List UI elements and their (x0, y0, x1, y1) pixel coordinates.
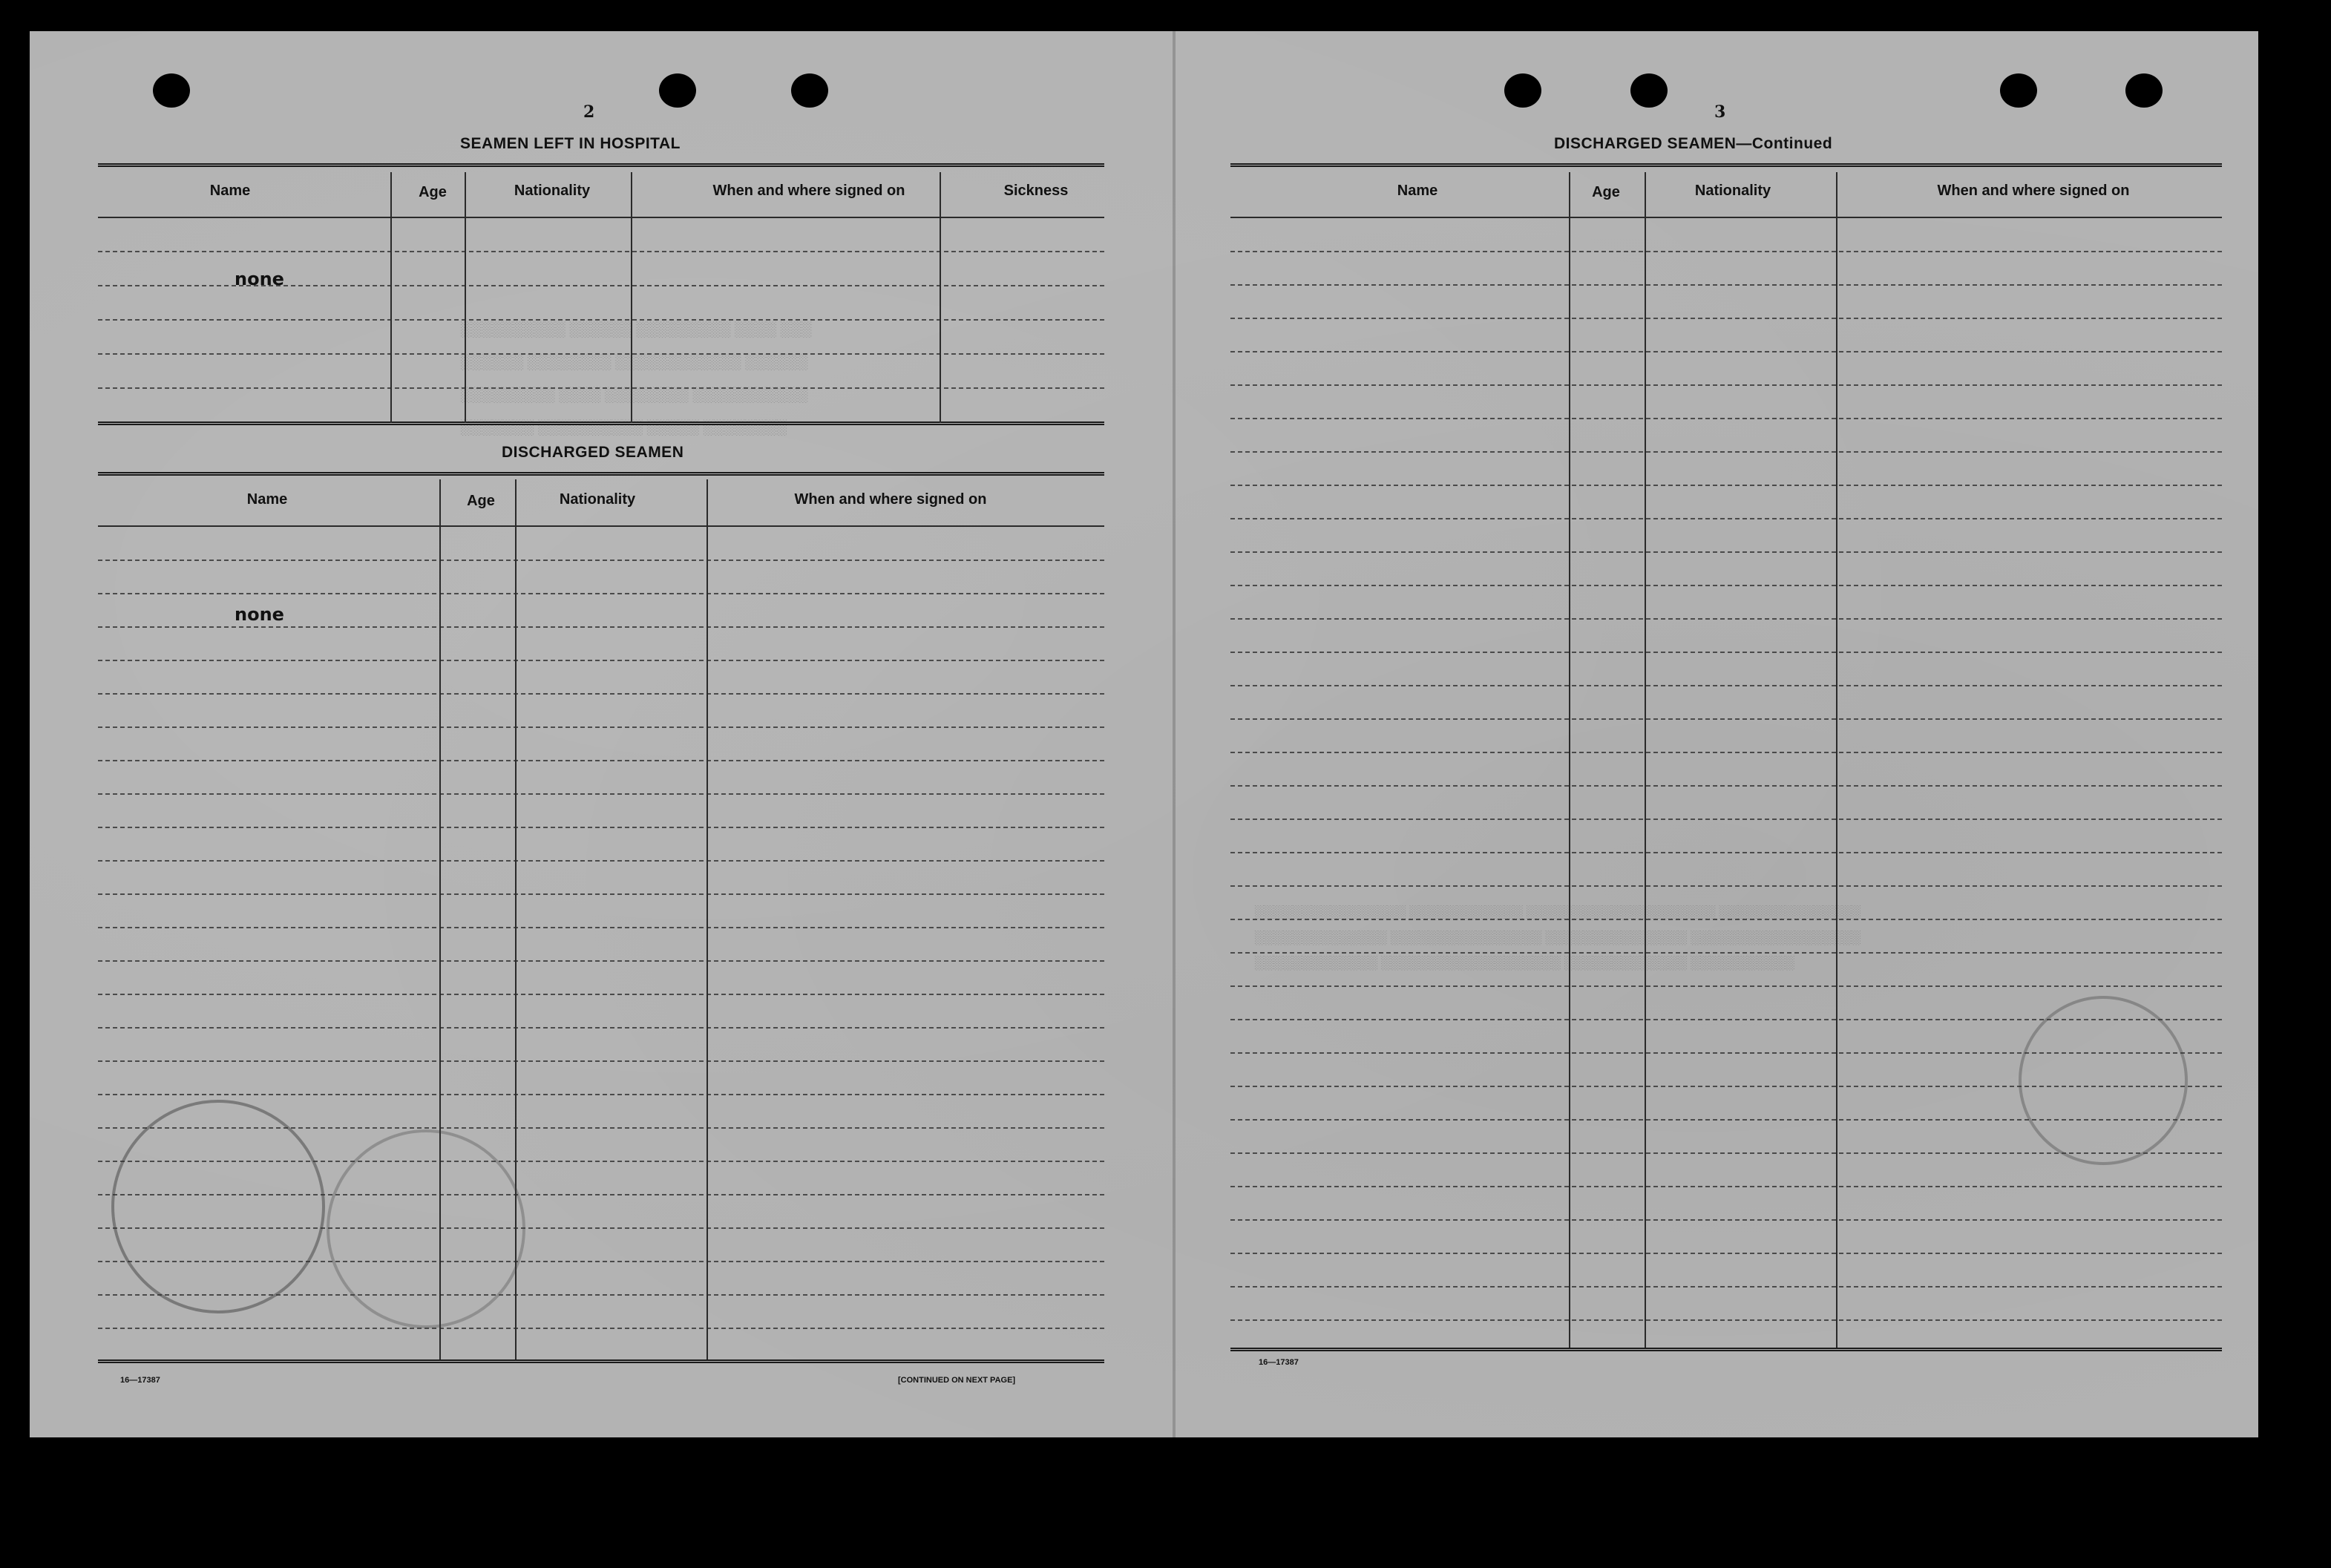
row-line (98, 251, 1104, 252)
row-line (1230, 985, 2222, 987)
right-table-top-rule (1230, 163, 2222, 167)
row-line (98, 1094, 1104, 1095)
hospital-col-name: Name (209, 183, 251, 199)
discharged-entry-none: none (235, 604, 284, 625)
row-line (1230, 718, 2222, 720)
row-line (1230, 685, 2222, 686)
discharged-col-name: Name (246, 491, 288, 508)
row-line (1230, 1253, 2222, 1254)
punch-hole (1504, 73, 1541, 108)
row-line (98, 893, 1104, 895)
row-line (1230, 1319, 2222, 1321)
row-line (1230, 418, 2222, 419)
page-fold (1173, 31, 1176, 1437)
right-col-divider (1569, 172, 1570, 1348)
form-number-left: 16—17387 (120, 1376, 160, 1385)
page-number-left: 2 (583, 102, 595, 122)
form-number-right: 16—17387 (1259, 1358, 1299, 1367)
row-line (98, 1027, 1104, 1029)
bleed-through-text: ░░░░░░░░░░░░░░░░ ░░░░░░░░░░░░ ░░░░░░░░░░░░░░░░░░░░ ░░░░░░░░░░░░░░░ ░░░░░░░░░░░░░░ ░░░░░░░░░░░░░░░░ ░░░░░░░░░░░░░░░ ░░░░░░░░░░░░░░░░░░ ░░░░░░░░░░░░░ ░░░░░░░░░░░░░░░░░░░ ░░░░░░░░░░░░░ ░░░░░░░░░░░ (1254, 905, 1860, 970)
row-line (1230, 318, 2222, 319)
punch-hole (791, 73, 828, 108)
right-col-name: Name (1397, 183, 1438, 199)
row-line (98, 593, 1104, 594)
right-title-suffix: —Continued (1736, 135, 1833, 152)
hospital-col-signed-on: When and where signed on (712, 183, 905, 199)
row-line (1230, 752, 2222, 753)
row-line (1230, 852, 2222, 853)
row-line (1230, 1286, 2222, 1287)
bleed-through-text: ░░░░░░░░░░ ░░░░░░ ░░░░░░░░░ ░░░░ ░░░ ░░░░░░ ░░░░░░░░ ░░░░░░░░░░░░ ░░░░░░ ░░░░░░░░░ ░░░░ ░░░░░░░░ ░░░░░░░░░░░ ░░░░░░░ ░░░░░░░░░░ ░░░░░ ░░░░░░░░ (460, 321, 812, 436)
row-line (1230, 819, 2222, 820)
row-line (1230, 251, 2222, 252)
row-line (1230, 551, 2222, 553)
row-line (98, 994, 1104, 995)
row-line (98, 319, 1104, 321)
row-line (1230, 1186, 2222, 1187)
hospital-section-title: SEAMEN LEFT IN HOSPITAL (460, 135, 681, 152)
row-line (98, 726, 1104, 728)
row-line (1230, 919, 2222, 920)
row-line (98, 1060, 1104, 1062)
right-col-divider (1836, 172, 1837, 1348)
right-header-rule (1230, 217, 2222, 218)
discharged-table-bottom-rule (98, 1359, 1104, 1363)
row-line (98, 693, 1104, 695)
circular-stamp (111, 1100, 325, 1313)
circular-stamp (2019, 996, 2188, 1165)
hospital-col-sickness: Sickness (1003, 183, 1069, 199)
hospital-col-divider (390, 172, 392, 423)
right-col-nationality: Nationality (1694, 183, 1771, 199)
hospital-col-divider (940, 172, 941, 423)
row-line (1230, 885, 2222, 887)
row-line (1230, 785, 2222, 787)
row-line (98, 827, 1104, 828)
discharged-col-signed-on: When and where signed on (794, 491, 987, 508)
discharged-section-title: DISCHARGED SEAMEN (502, 444, 684, 461)
row-line (1230, 485, 2222, 486)
circular-stamp (327, 1129, 525, 1328)
hospital-col-divider (631, 172, 632, 423)
row-line (98, 660, 1104, 661)
row-line (98, 387, 1104, 389)
hospital-col-age: Age (419, 184, 447, 200)
row-line (1230, 585, 2222, 586)
hospital-table-bottom-rule (98, 421, 1104, 425)
hospital-entry-none: none (235, 269, 284, 289)
row-line (98, 760, 1104, 761)
hospital-table-top-rule (98, 163, 1104, 167)
row-line (1230, 652, 2222, 653)
row-line (1230, 952, 2222, 954)
discharged-table-top-rule (98, 472, 1104, 476)
punch-hole (153, 73, 190, 108)
row-line (1230, 351, 2222, 352)
discharged-col-nationality: Nationality (559, 491, 636, 508)
row-line (1230, 384, 2222, 386)
row-line (1230, 451, 2222, 453)
row-line (1230, 618, 2222, 620)
discharged-header-rule (98, 525, 1104, 527)
punch-hole (659, 73, 696, 108)
right-table-bottom-rule (1230, 1348, 2222, 1351)
right-section-title (1554, 135, 1832, 153)
row-line (98, 560, 1104, 561)
discharged-col-age: Age (467, 493, 495, 509)
row-line (1230, 284, 2222, 286)
hospital-col-divider (465, 172, 466, 423)
row-line (98, 927, 1104, 928)
punch-hole (2000, 73, 2037, 108)
row-line (98, 353, 1104, 355)
row-line (98, 1328, 1104, 1329)
right-title-main: DISCHARGED SEAMEN (1554, 135, 1737, 152)
document-sheet (30, 31, 2258, 1437)
row-line (98, 793, 1104, 795)
right-col-signed-on: When and where signed on (1937, 183, 2130, 199)
page-number-right: 3 (1714, 102, 1726, 122)
right-col-age: Age (1592, 184, 1620, 200)
row-line (98, 860, 1104, 862)
punch-hole (2125, 73, 2163, 108)
row-line (98, 626, 1104, 628)
hospital-col-nationality: Nationality (514, 183, 591, 199)
right-col-divider (1645, 172, 1646, 1348)
discharged-col-divider (706, 479, 708, 1359)
row-line (1230, 1219, 2222, 1221)
continued-note: [CONTINUED ON NEXT PAGE] (898, 1376, 1016, 1385)
row-line (98, 960, 1104, 962)
punch-hole (1630, 73, 1668, 108)
row-line (1230, 518, 2222, 519)
hospital-header-rule (98, 217, 1104, 218)
